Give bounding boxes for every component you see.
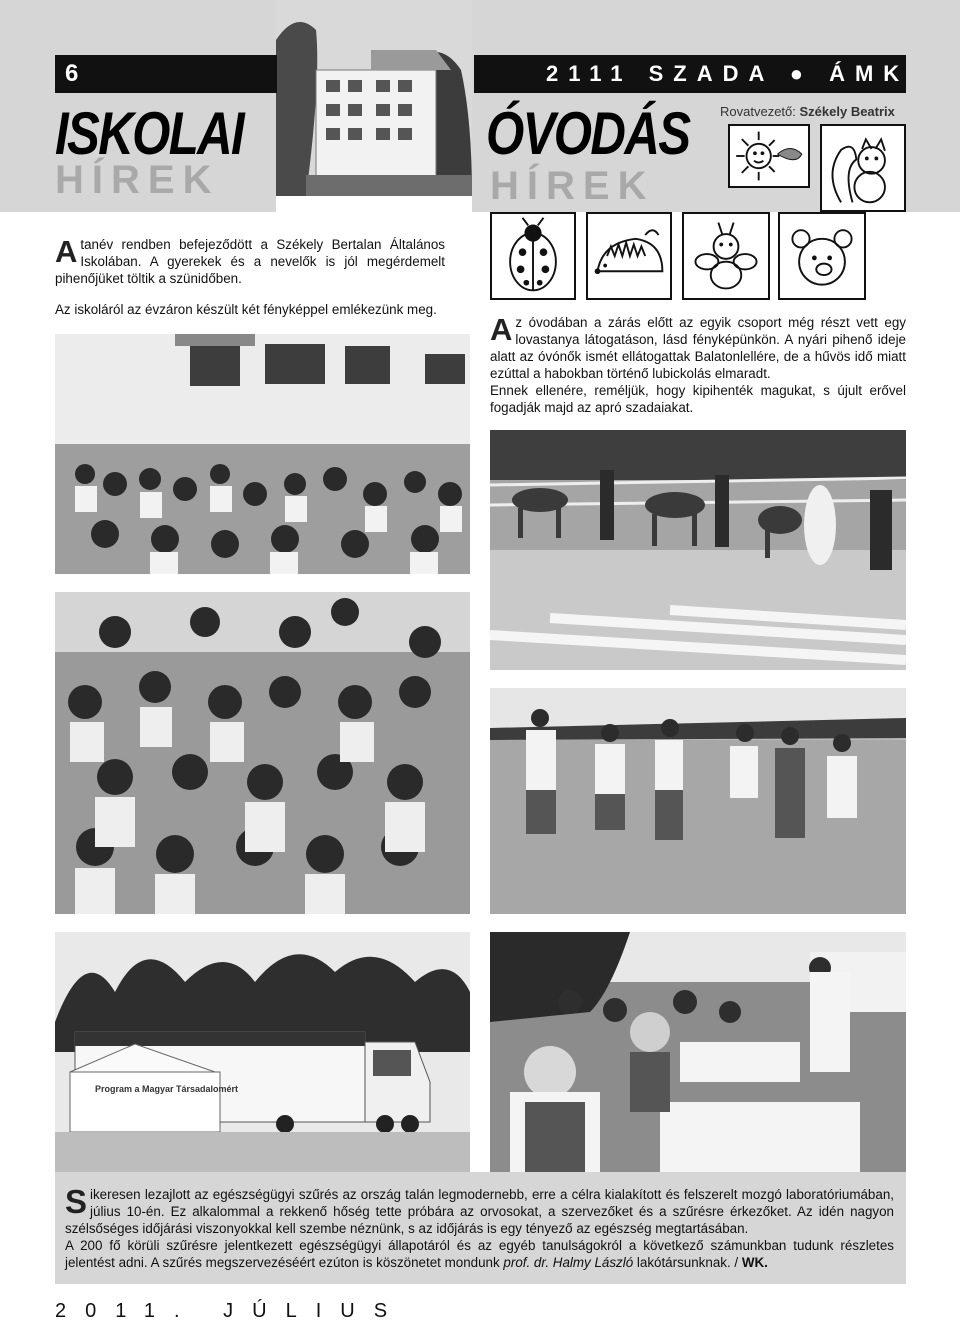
screening-paragraph-1 — [65, 1183, 894, 1237]
editor-label: Rovatvezető: — [720, 104, 796, 119]
students-group-photo — [55, 592, 470, 914]
dropcap: S — [65, 1183, 88, 1220]
editor-name: Székely Beatrix — [799, 104, 895, 119]
author-signature: WK. — [741, 1255, 768, 1270]
kindergarten-paragraph-1 — [490, 314, 906, 382]
screening-text-2a: A 200 fő körüli szűrésre jelentkezett egészségügyi állapotáról és az egyéb tanulságokról a következő számunkban tudunk részletes jelentést adni. A szűrés megszervezéséért ezúton is köszönetet mondunk — [65, 1238, 894, 1270]
sun-icon — [728, 124, 810, 188]
school-text-1: tanév rendben befejeződött a Székely Bertalan Általános Iskolában. A gyerekek és a nevelők is jól megérdemelt pihenőjüket töltik a szünidőben. — [55, 237, 445, 286]
bee-icon — [682, 212, 770, 300]
screening-article — [55, 1172, 906, 1284]
issue-date: 2011. JÚLIUS — [55, 1300, 407, 1322]
kindergarten-text-1: z óvodában a zárás előtt az egyik csoport még részt vett egy lovastanya látogatáson, lásd fényképünkön. A nyári pihenő ideje alatt az óvónők ismét ellátogattak Balatonlellére, de a hűvös idő miatt ezúttal a habokban történő lubickolás elmaradt. — [490, 315, 906, 381]
dropcap: A — [55, 234, 78, 269]
hedgehog-icon — [586, 212, 672, 300]
screening-staff-photo — [490, 932, 906, 1172]
horse-riding-photo — [490, 430, 906, 670]
ladybug-icon — [490, 212, 576, 300]
kindergarten-news-title: ÓVODÁS — [486, 100, 690, 167]
school-paragraph-2: Az iskoláról az évzáron készült két fényképpel emlékezünk meg. — [55, 302, 437, 317]
school-news-title: ISKOLAI — [55, 100, 244, 167]
teachers-lake-photo — [490, 688, 906, 914]
masthead: 2111 SZADA ● ÁMK — [474, 55, 906, 93]
kindergarten-news-subtitle: HÍREK — [490, 164, 655, 208]
school-paragraph-1 — [55, 236, 445, 287]
organizer-name: prof. dr. Halmy László — [503, 1255, 634, 1270]
kindergarten-paragraph-2: Ennek ellenére, reméljük, hogy kipihenték magukat, s újult erővel fogadják majd az apró szadaiakat. — [490, 383, 906, 415]
screening-text-1: ikeresen lezajlott az egészségügyi szűrés az ország talán legmodernebb, erre a célra kialakított és felszerelt mozgó laboratóriumában, július 10-én. Ez alkalommal a rekkenő hőség tette próbára az orvosokat, a szervezőket és a szűrésre érkezőket. Az idén nagyon szélsőséges időjárási viszonyokkal kell szembe néznünk, s az időjárás is egy tényező az egészség megtartásában. — [65, 1187, 894, 1236]
truck-banner-text: Program a Magyar Társadalomért — [95, 1084, 239, 1094]
dropcap: A — [490, 312, 513, 347]
bear-icon — [778, 212, 866, 300]
squirrel-icon — [820, 124, 906, 212]
mobile-lab-truck-photo — [55, 932, 470, 1172]
page-number: 6 — [55, 55, 277, 93]
screening-paragraph-2 — [65, 1237, 894, 1271]
school-news-subtitle: HÍREK — [55, 158, 220, 202]
school-ceremony-photo — [55, 334, 470, 574]
screening-text-2b: lakótársunknak. / — [633, 1255, 742, 1270]
school-building-photo — [276, 0, 472, 196]
column-editor — [720, 104, 910, 119]
school-article — [55, 236, 445, 318]
kindergarten-article — [490, 314, 906, 416]
